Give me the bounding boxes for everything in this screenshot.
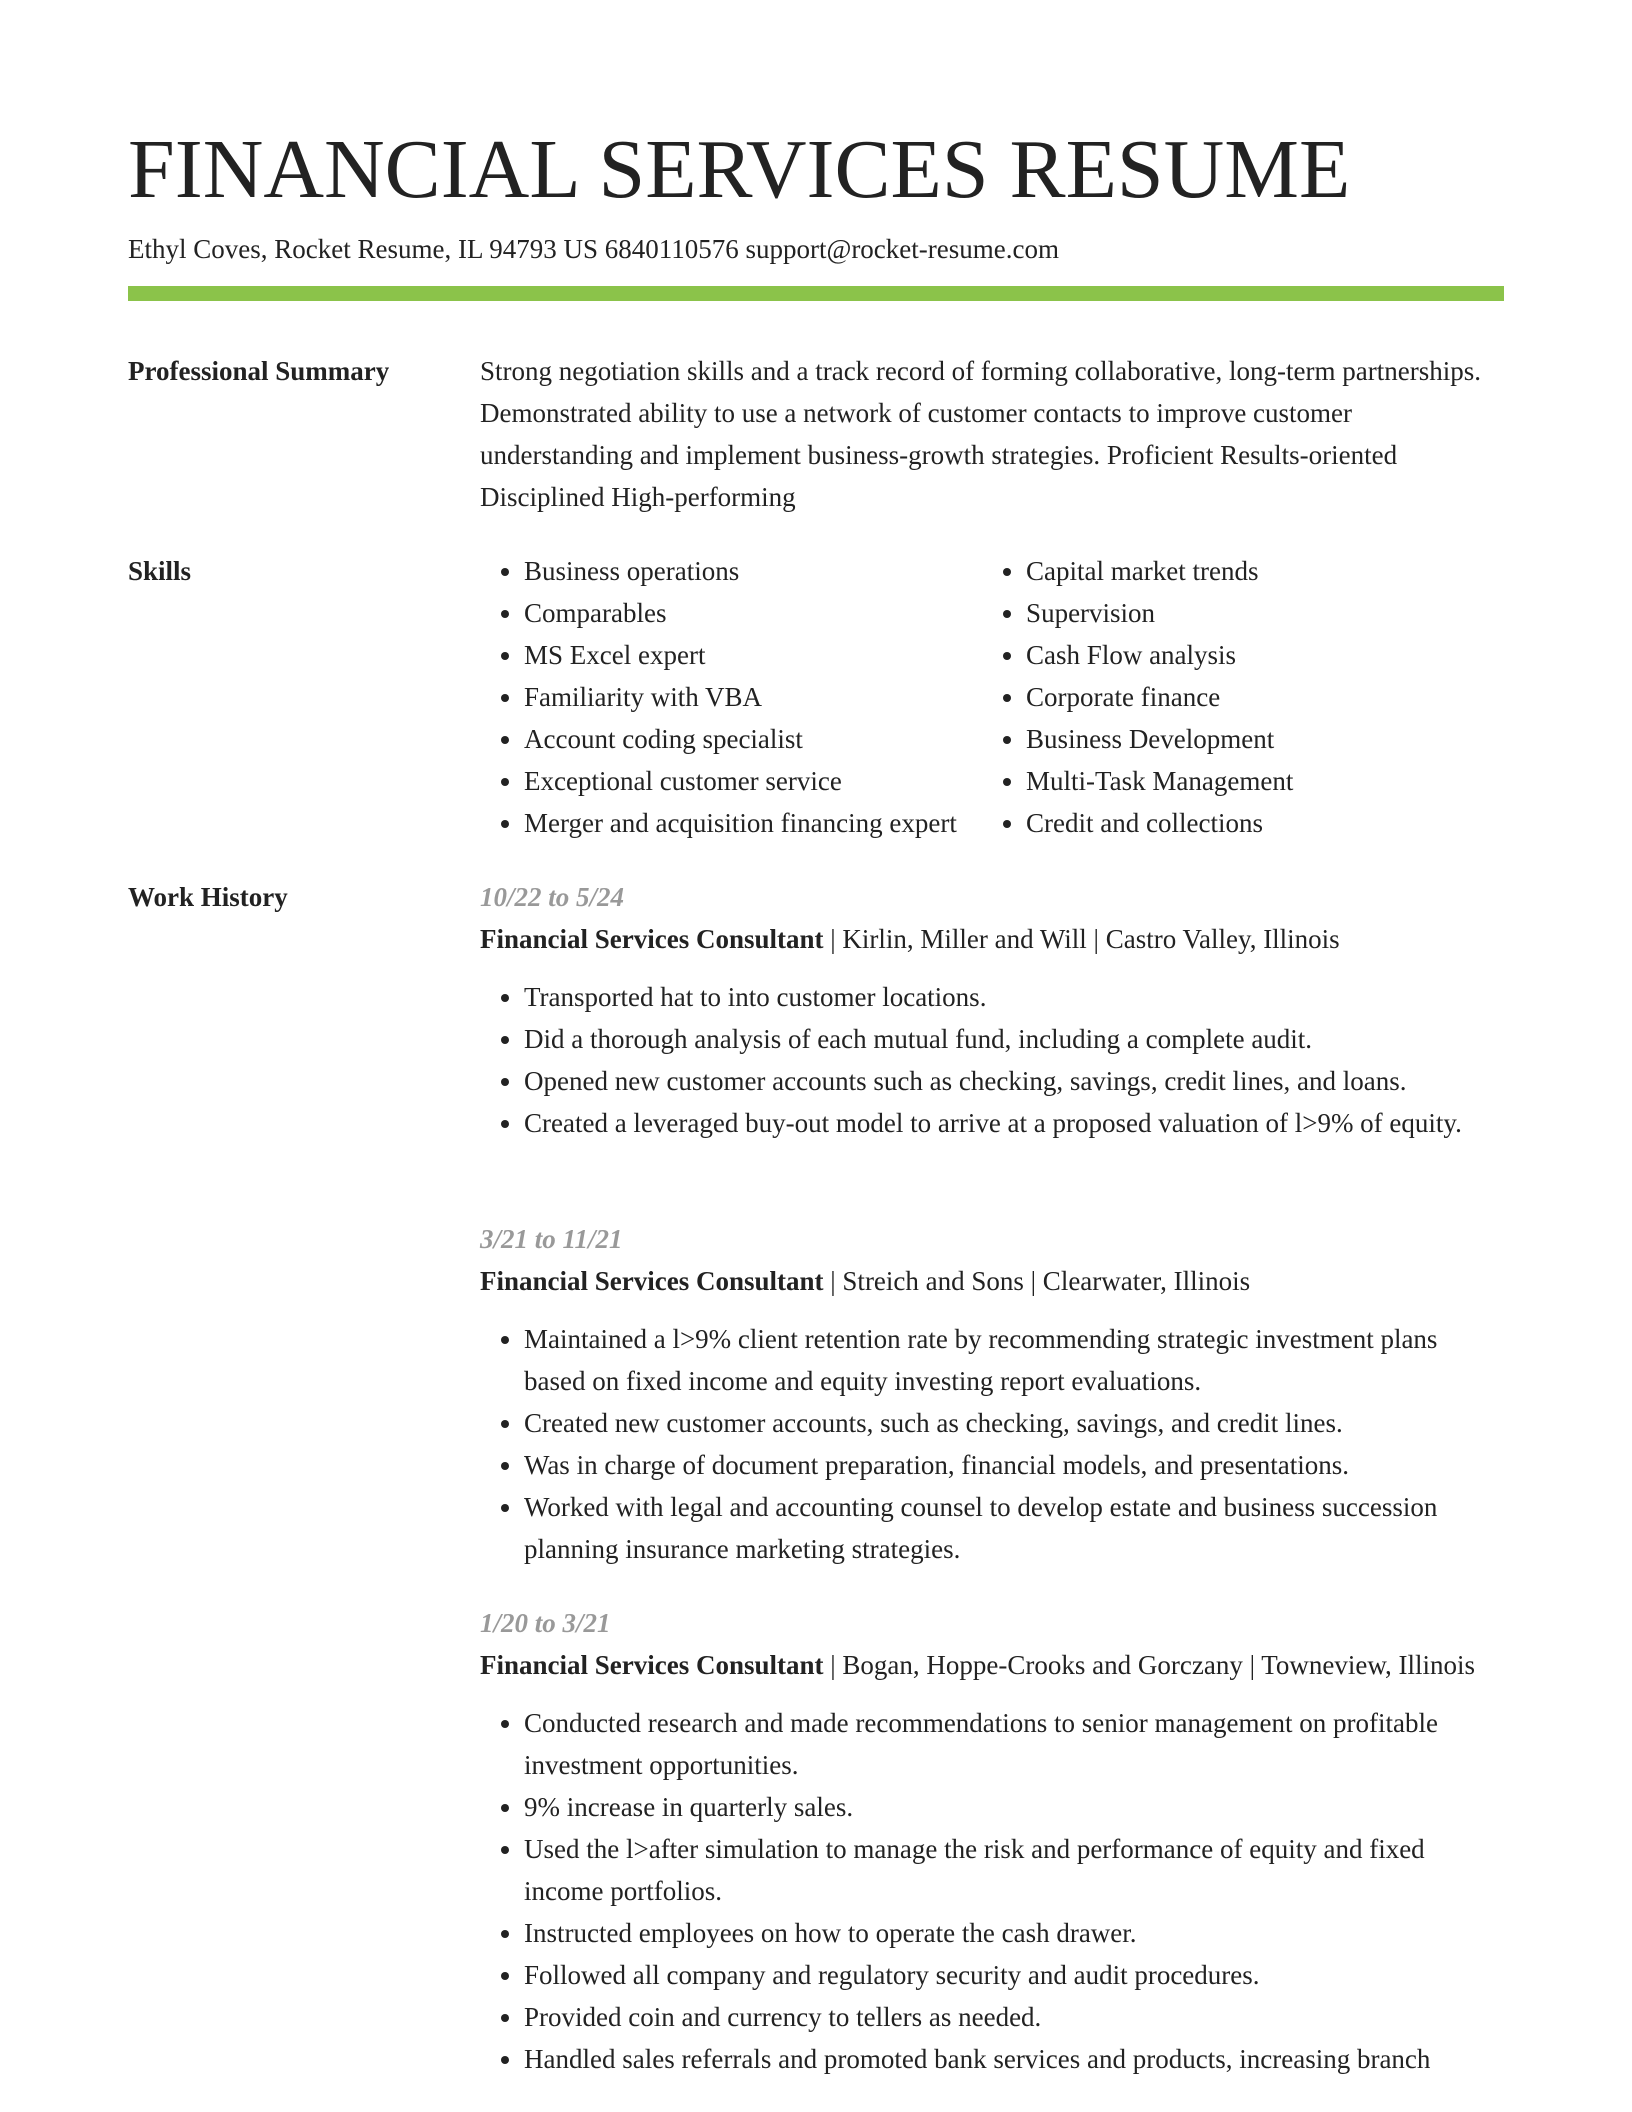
job-dates: 1/20 to 3/21 [480,1608,611,1638]
job-bullet: • Transported hat to into customer locations. [524,976,1504,1018]
job-title: Financial Services Consultant [480,1266,824,1296]
job-company-location: | Bogan, Hoppe-Crooks and Gorczany | Towneview, Illinois [823,1650,1476,1680]
job-heading [480,1260,1504,1302]
job-bullets [480,1318,1504,1570]
job-bullet: • Worked with legal and accounting counsel to develop estate and business succession planning insurance marketing strategies. [524,1486,1504,1570]
skill-item: • Business Development [1026,718,1504,760]
skill-item: • Exceptional customer service [524,760,982,802]
job-bullet: • Provided coin and currency to tellers as needed. [524,1996,1504,2038]
skill-item: • Credit and collections [1026,802,1504,844]
job-title: Financial Services Consultant [480,1650,824,1680]
job-heading [480,1644,1504,1686]
job-bullet: • Handled sales referrals and promoted bank services and products, increasing branch [524,2038,1504,2080]
skills-list [480,550,1504,844]
job-bullet: • Created new customer accounts, such as checking, savings, and credit lines. [524,1402,1504,1444]
job-entry [480,1602,1504,2080]
job-bullet: • Opened new customer accounts such as checking, savings, credit lines, and loans. [524,1060,1504,1102]
skill-item: • Comparables [524,592,982,634]
skill-item: • Capital market trends [1026,550,1504,592]
skill-item: • Business operations [524,550,982,592]
job-bullet: • Created a leveraged buy-out model to arrive at a proposed valuation of l>9% of equity. [524,1102,1504,1144]
job-entry [480,876,1504,1144]
summary-text: Strong negotiation skills and a track record of forming collaborative, long-term partnerships. Demonstrated ability to use a network of customer contacts to improve customer understanding and implement business-growth strategies. Proficient Results-oriented Disciplined High-performing [480,356,1481,512]
skills-heading: Skills [128,556,192,586]
job-bullet: • 9% increase in quarterly sales. [524,1786,1504,1828]
job-bullets [480,976,1504,1144]
skill-item: • Cash Flow analysis [1026,634,1504,676]
skill-item: • Account coding specialist [524,718,982,760]
skill-item: • MS Excel expert [524,634,982,676]
job-bullet: • Was in charge of document preparation, financial models, and presentations. [524,1444,1504,1486]
job-bullet: • Conducted research and made recommendations to senior management on profitable investment opportunities. [524,1702,1504,1786]
job-bullet: • Followed all company and regulatory security and audit procedures. [524,1954,1504,1996]
job-bullet: • Maintained a l>9% client retention rate by recommending strategic investment plans based on fixed income and equity investing report evaluations. [524,1318,1504,1402]
job-company-location: | Kirlin, Miller and Will | Castro Valley, Illinois [823,924,1340,954]
skills-column-right [982,550,1504,844]
skill-item: • Familiarity with VBA [524,676,982,718]
job-bullet: • Did a thorough analysis of each mutual fund, including a complete audit. [524,1018,1504,1060]
job-company-location: | Streich and Sons | Clearwater, Illinois [823,1266,1251,1296]
skill-item: • Merger and acquisition financing expert [524,802,982,844]
job-entry [480,1218,1504,1570]
skill-item: • Corporate finance [1026,676,1504,718]
skills-column-left [480,550,982,844]
job-heading [480,918,1504,960]
job-dates: 10/22 to 5/24 [480,882,625,912]
job-dates: 3/21 to 11/21 [480,1224,623,1254]
resume-title: FINANCIAL SERVICES RESUME [128,123,1351,216]
job-bullet: • Instructed employees on how to operate the cash drawer. [524,1912,1504,1954]
job-title: Financial Services Consultant [480,924,824,954]
accent-divider [128,286,1504,301]
summary-heading: Professional Summary [128,356,390,386]
skill-item: • Supervision [1026,592,1504,634]
job-bullets [480,1702,1504,2080]
work-history-heading: Work History [128,882,288,912]
contact-line: Ethyl Coves, Rocket Resume, IL 94793 US 6840110576 support@rocket-resume.com [128,234,1059,264]
job-bullet: • Used the l>after simulation to manage the risk and performance of equity and fixed income portfolios. [524,1828,1504,1912]
skill-item: • Multi-Task Management [1026,760,1504,802]
